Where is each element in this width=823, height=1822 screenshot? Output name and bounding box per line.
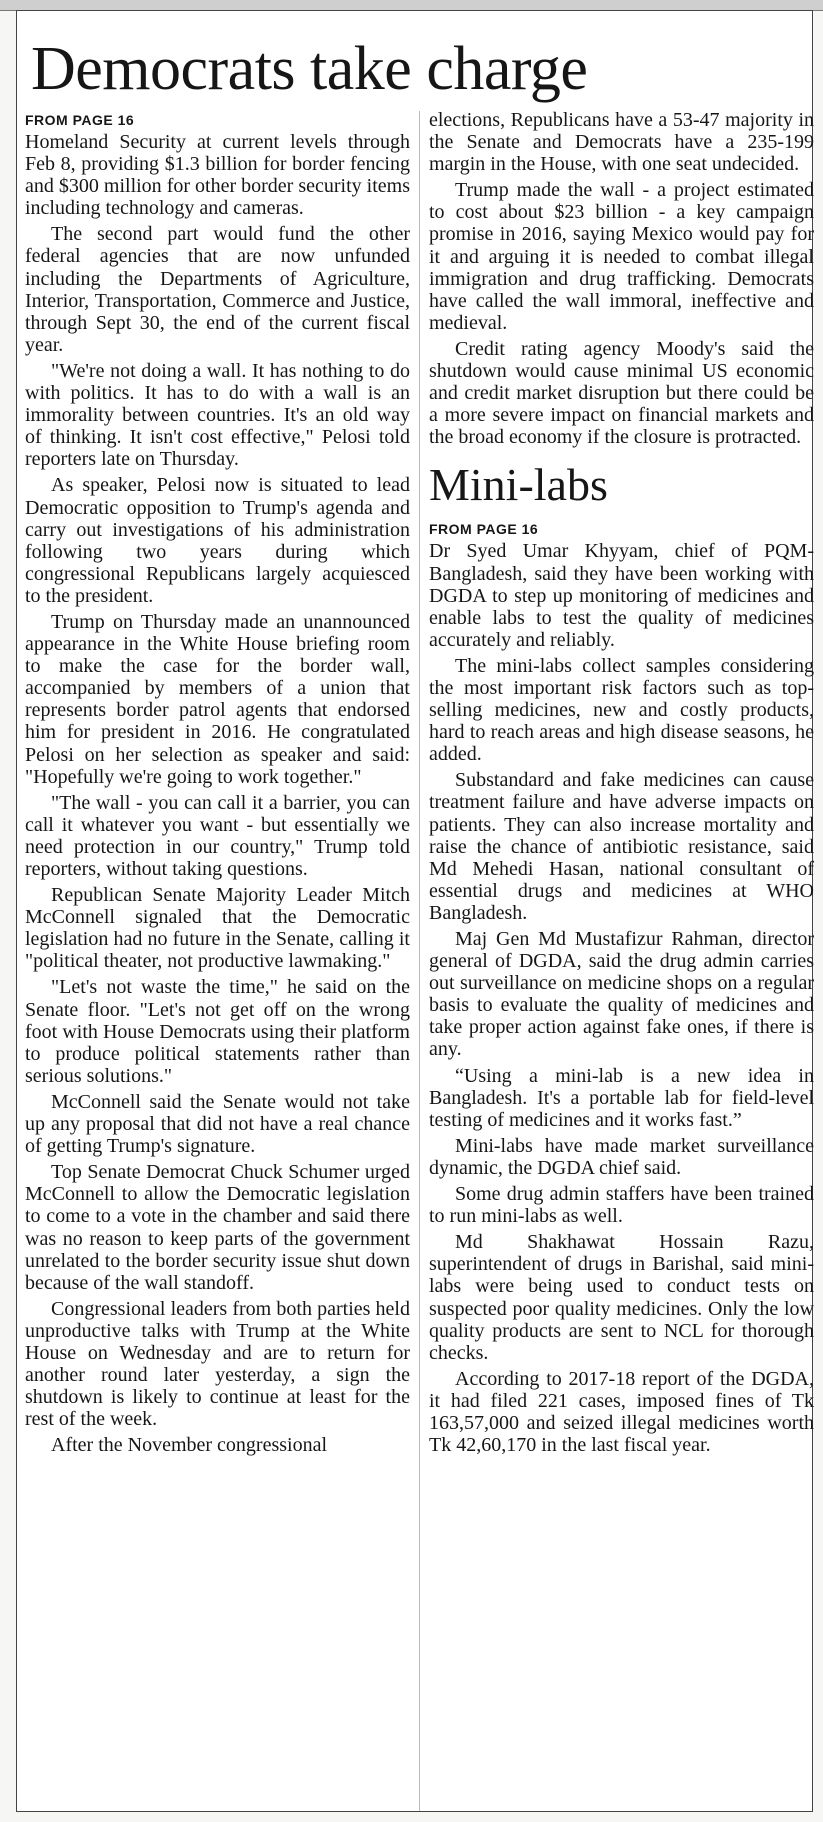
article-paragraph: Some drug admin staffers have been trained to run mini-labs as well. — [429, 1183, 814, 1228]
article-paragraph: Homeland Security at current levels through Feb 8, providing $1.3 billion for border fencing and $300 million for other border security items including technology and cameras. — [25, 131, 410, 220]
article-paragraph: Md Shakhawat Hossain Razu, superintendent of drugs in Barishal, said mini-labs were being used to conduct tests on suspected poor quality medicines. Only the low quality products are sent to NCL for thorough checks. — [429, 1231, 814, 1364]
article-paragraph: Maj Gen Md Mustafizur Rahman, director general of DGDA, said the drug admin carries out surveillance on medicine shops on a regular basis to evaluate the quality of medicines and take proper action against fake ones, if there is any. — [429, 928, 814, 1061]
article-paragraph: The mini-labs collect samples considering the most important risk factors such as top-selling medicines, new and costly products, hard to reach areas and high disease seasons, he added. — [429, 654, 814, 766]
article-paragraph: “Using a mini-lab is a new idea in Bangladesh. It's a portable lab for field-level testing of medicines and it works fast.” — [429, 1064, 814, 1131]
article-paragraph: "The wall - you can call it a barrier, you can call it whatever you want - but essentially we need protection in our country," Trump told reporters, without taking questions. — [25, 791, 410, 880]
article-paragraph: Congressional leaders from both parties held unproductive talks with Trump at the White House on Wednesday and are to return for another round later yesterday, a sign the shutdown is likely to continue at least for the rest of the week. — [25, 1297, 410, 1431]
article-paragraph: Trump on Thursday made an unannounced appearance in the White House briefing room to make the case for the border wall, accompanied by members of a union that represents border patrol agents that endorsed him for president in 2016. He congratulated Pelosi on her selection as speaker and said: "Hopefully we're going to work together." — [25, 610, 410, 788]
column-right — [429, 109, 814, 1460]
headline-democrats: Democrats take charge — [31, 35, 588, 103]
article-paragraph: As speaker, Pelosi now is situated to lead Democratic opposition to Trump's agenda and carry out investigations of his administration following two years during which congressional Republicans largely acquiesced to the president. — [25, 474, 410, 607]
column-left — [25, 111, 410, 1460]
article-paragraph: Dr Syed Umar Khyyam, chief of PQM-Bangladesh, said they have been working with DGDA to step up monitoring of medicines and enable labs to test the quality of medicines accurately and reliably. — [429, 540, 814, 651]
article-paragraph: Credit rating agency Moody's said the shutdown would cause minimal US economic and credit market disruption but there could be a more severe impact on financial markets and the broad economy if the closure is protracted. — [429, 337, 814, 449]
article-paragraph: Top Senate Democrat Chuck Schumer urged McConnell to allow the Democratic legislation to come to a vote in the chamber and said there was no reason to keep parts of the government unrelated to the border security issue shut down because of the wall standoff. — [25, 1161, 410, 1294]
article-paragraph: "We're not doing a wall. It has nothing to do with politics. It has to do with a wall is an immorality between countries. It's an old way of thinking. It isn't cost effective," Pelosi told reporters late on Thursday. — [25, 359, 410, 471]
article-paragraph: According to 2017-18 report of the DGDA, it had filed 221 cases, imposed fines of Tk 163,57,000 and seized illegal medicines worth Tk 42,60,170 in the last fiscal year. — [429, 1367, 814, 1457]
article-paragraph: Republican Senate Majority Leader Mitch McConnell signaled that the Democratic legislation had no future in the Senate, calling it "political theater, not productive lawmaking." — [25, 884, 410, 973]
article-paragraph: Trump made the wall - a project estimated to cost about $23 billion - a key campaign promise in 2016, saying Mexico would pay for it and arguing it is needed to combat illegal immigration and drug trafficking. Democrats have called the wall immoral, ineffective and medieval. — [429, 179, 814, 334]
article-paragraph: "Let's not waste the time," he said on the Senate floor. "Let's not get off on the wrong foot with House Democrats using their platform to produce political statements rather than serious solutions." — [25, 976, 410, 1087]
kicker-from-page: FROM PAGE 16 — [429, 521, 539, 538]
article-paragraph: Substandard and fake medicines can cause treatment failure and have adverse impacts on patients. They can also increase mortality and raise the chance of antibiotic resistance, said Md Mehedi Hasan, national consultant of essential drugs and medicines at WHO Bangladesh. — [429, 769, 814, 924]
kicker-from-page: FROM PAGE 16 — [25, 112, 135, 128]
article-paragraph: McConnell said the Senate would not take up any proposal that did not have a real chance of getting Trump's signature. — [25, 1090, 410, 1158]
article-paragraph: elections, Republicans have a 53-47 majority in the Senate and Democrats have a 235-199 margin in the House, with one seat undecided. — [429, 109, 814, 176]
newspaper-page — [16, 10, 813, 1812]
column-divider — [419, 111, 420, 1811]
article-paragraph: Mini-labs have made market surveillance dynamic, the DGDA chief said. — [429, 1134, 814, 1179]
article-paragraph: After the November congressional — [51, 1434, 328, 1457]
article-paragraph: The second part would fund the other federal agencies that are now unfunded including the Departments of Agriculture, Interior, Transportation, Commerce and Justice, through Sept 30, the end of the current fiscal year. — [25, 223, 410, 356]
headline-mini-labs: Mini-labs — [429, 459, 608, 511]
